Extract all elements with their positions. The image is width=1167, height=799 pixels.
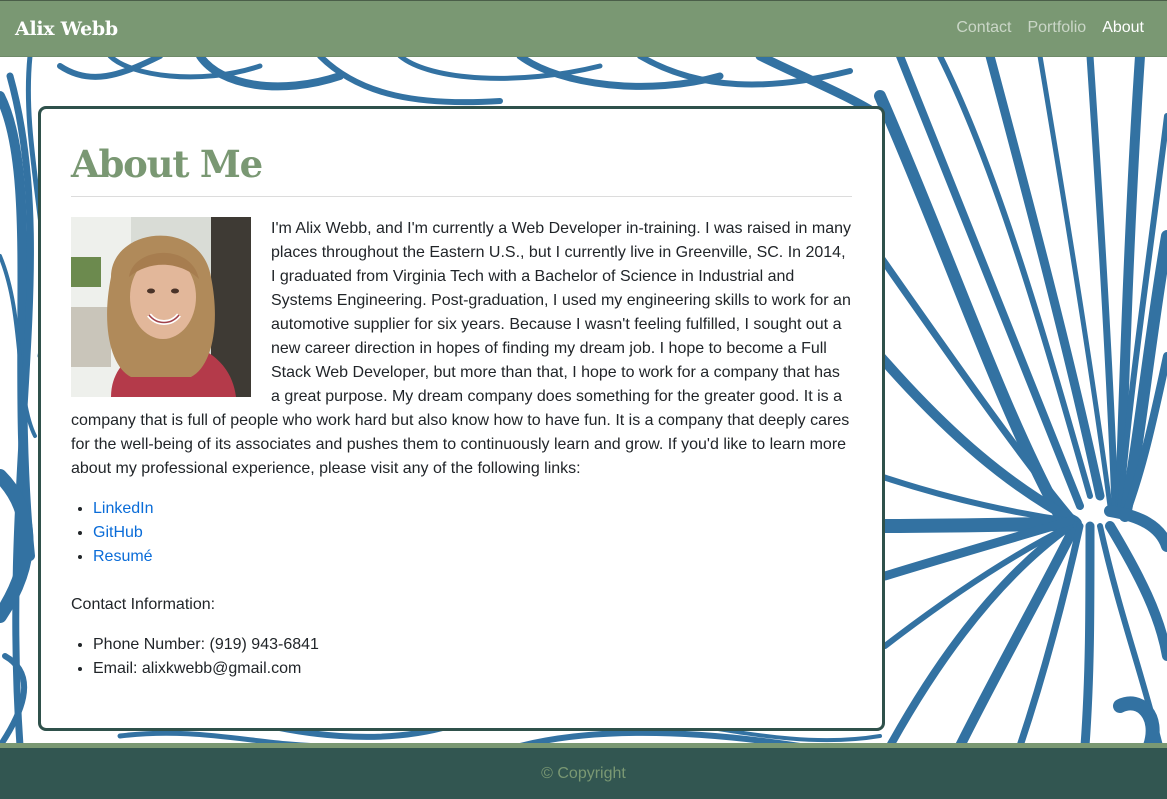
nav-link-contact[interactable]: Contact	[956, 19, 1012, 36]
email-address: • Email: alixkwebb@gmail.com	[93, 657, 852, 681]
copyright-text: © Copyright	[541, 765, 626, 782]
nav-link-portfolio[interactable]: Portfolio	[1027, 19, 1087, 36]
page-title: About Me	[71, 142, 263, 186]
avatar	[71, 217, 251, 397]
navbar	[0, 0, 1167, 57]
contact-heading: Contact Information:	[71, 596, 216, 613]
footer	[0, 743, 1167, 799]
brand-logo[interactable]: Alix Webb	[15, 18, 118, 40]
nav-links	[956, 19, 1144, 37]
bio-section	[71, 217, 852, 481]
title-divider	[71, 196, 852, 197]
profile-links-list	[71, 497, 852, 569]
bio-text: I'm Alix Webb, and I'm currently a Web Developer in-training. I was raised in many places throughout the Eastern U.S., but I currently live in Greenville, SC. In 2014, I graduated from Virginia Tech with a Bachelor of Science in Industrial and Systems Engineering. Post-graduation, I used my engineering skills to work for an automotive supplier for six years. Because I wasn't feeling fulfilled, I sought out a new career direction in hopes of finding my dream job. I hope to become a Full Stack Web Developer, but more than that, I hope to work for a company that has a great purpose. My dream company does something for the greater good. It is a company that is full of people who work hard but also know how to have fun. It is a company that deeply cares for the well-being of its associates and pushes them to continuously learn and grow. If you'd like to learn more about my professional experience, please visit any of the following links:	[71, 220, 851, 477]
list-item	[93, 545, 852, 569]
phone-number: • Phone Number: (919) 943-6841	[93, 633, 852, 657]
github-link[interactable]: GitHub	[93, 524, 143, 541]
linkedin-link[interactable]: LinkedIn	[93, 500, 154, 517]
contact-list	[71, 633, 852, 681]
list-item	[93, 521, 852, 545]
list-item	[93, 497, 852, 521]
resume-link[interactable]: Resumé	[93, 548, 153, 565]
nav-link-about[interactable]: About	[1102, 19, 1144, 36]
about-card	[38, 106, 885, 731]
